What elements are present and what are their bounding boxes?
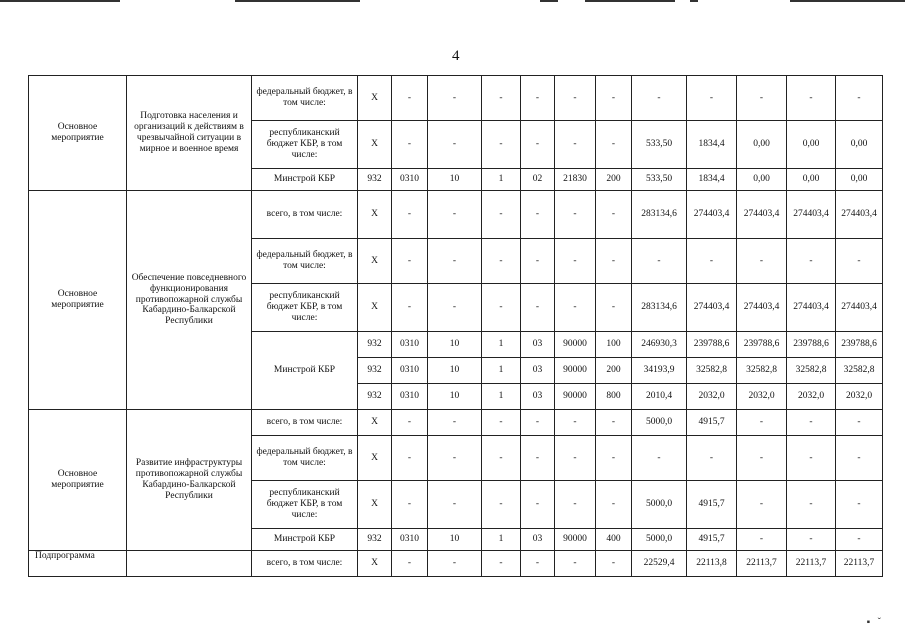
value-cell: - xyxy=(632,436,687,481)
value-cell: 239788,6 xyxy=(787,332,836,358)
direction-cell: - xyxy=(555,239,596,284)
value-cell: - xyxy=(836,76,883,121)
value-cell: 274403,4 xyxy=(836,191,883,239)
direction-cell: - xyxy=(555,191,596,239)
direction-cell: 90000 xyxy=(555,332,596,358)
grbs-cell: 932 xyxy=(358,384,392,410)
source-cell: федеральный бюджет, в том числе: xyxy=(252,436,358,481)
vr-cell: 400 xyxy=(596,529,632,551)
value-cell: 4915,7 xyxy=(687,410,737,436)
rzpr-cell: - xyxy=(392,284,428,332)
value-cell: 5000,0 xyxy=(632,481,687,529)
event-code-cell: 03 xyxy=(521,332,555,358)
event-code-cell: 03 xyxy=(521,358,555,384)
value-cell: - xyxy=(787,239,836,284)
value-cell: - xyxy=(737,410,787,436)
source-cell: республиканский бюджет КБР, в том числе: xyxy=(252,284,358,332)
value-cell: 5000,0 xyxy=(632,410,687,436)
event-name-cell: Обеспечение повседневного функционирования противопожарной службы Кабардино-Балкарской Республики xyxy=(127,191,252,410)
event-name-cell xyxy=(127,551,252,577)
value-cell: 274403,4 xyxy=(787,284,836,332)
program-cell: - xyxy=(428,76,482,121)
direction-cell: - xyxy=(555,436,596,481)
direction-cell: - xyxy=(555,76,596,121)
program-cell: 10 xyxy=(428,384,482,410)
value-cell: 32582,8 xyxy=(687,358,737,384)
rzpr-cell: 0310 xyxy=(392,529,428,551)
status-cell: Подпрограмма xyxy=(29,551,127,577)
value-cell: 22113,7 xyxy=(737,551,787,577)
value-cell: - xyxy=(787,76,836,121)
value-cell: 22113,7 xyxy=(787,551,836,577)
value-cell: 2032,0 xyxy=(687,384,737,410)
event-code-cell: - xyxy=(521,410,555,436)
direction-cell: - xyxy=(555,410,596,436)
value-cell: 2032,0 xyxy=(787,384,836,410)
value-cell: 0,00 xyxy=(787,169,836,191)
subprogram-cell: 1 xyxy=(482,358,521,384)
program-cell: 10 xyxy=(428,529,482,551)
source-cell: Минстрой КБР xyxy=(252,169,358,191)
value-cell: - xyxy=(787,529,836,551)
direction-cell: - xyxy=(555,481,596,529)
value-cell: - xyxy=(836,410,883,436)
source-cell: федеральный бюджет, в том числе: xyxy=(252,239,358,284)
direction-cell: - xyxy=(555,121,596,169)
subprogram-cell: - xyxy=(482,284,521,332)
page-number: 4 xyxy=(452,48,460,64)
grbs-cell: X xyxy=(358,481,392,529)
event-code-cell: - xyxy=(521,436,555,481)
value-cell: 22113,8 xyxy=(687,551,737,577)
vr-cell: - xyxy=(596,76,632,121)
source-cell: всего, в том числе: xyxy=(252,551,358,577)
value-cell: 22113,7 xyxy=(836,551,883,577)
vr-cell: - xyxy=(596,436,632,481)
program-cell: - xyxy=(428,481,482,529)
grbs-cell: 932 xyxy=(358,169,392,191)
event-name-cell: Развитие инфраструктуры противопожарной службы Кабардино-Балкарской Республики xyxy=(127,410,252,551)
rzpr-cell: - xyxy=(392,481,428,529)
vr-cell: - xyxy=(596,481,632,529)
vr-cell: - xyxy=(596,121,632,169)
direction-cell: 90000 xyxy=(555,358,596,384)
program-cell: 10 xyxy=(428,358,482,384)
event-code-cell: 03 xyxy=(521,529,555,551)
rzpr-cell: - xyxy=(392,76,428,121)
value-cell: - xyxy=(737,436,787,481)
value-cell: 274403,4 xyxy=(836,284,883,332)
event-code-cell: - xyxy=(521,284,555,332)
rzpr-cell: - xyxy=(392,410,428,436)
status-cell: Основное мероприятие xyxy=(29,410,127,551)
grbs-cell: 932 xyxy=(358,332,392,358)
program-cell: - xyxy=(428,436,482,481)
direction-cell: - xyxy=(555,284,596,332)
scan-edge-line xyxy=(690,0,698,2)
value-cell: 0,00 xyxy=(836,169,883,191)
scan-artifact: ▪ ˇ xyxy=(866,617,881,628)
value-cell: - xyxy=(632,76,687,121)
program-cell: - xyxy=(428,121,482,169)
program-cell: - xyxy=(428,191,482,239)
value-cell: 4915,7 xyxy=(687,481,737,529)
value-cell: 274403,4 xyxy=(787,191,836,239)
value-cell: 274403,4 xyxy=(687,284,737,332)
source-cell: федеральный бюджет, в том числе: xyxy=(252,76,358,121)
vr-cell: 800 xyxy=(596,384,632,410)
direction-cell: - xyxy=(555,551,596,577)
direction-cell: 21830 xyxy=(555,169,596,191)
value-cell: 274403,4 xyxy=(737,284,787,332)
vr-cell: - xyxy=(596,284,632,332)
subprogram-cell: 1 xyxy=(482,332,521,358)
subprogram-cell: 1 xyxy=(482,529,521,551)
value-cell: - xyxy=(737,239,787,284)
subprogram-cell: - xyxy=(482,239,521,284)
program-cell: 10 xyxy=(428,332,482,358)
direction-cell: 90000 xyxy=(555,384,596,410)
event-code-cell: - xyxy=(521,121,555,169)
value-cell: - xyxy=(737,529,787,551)
status-cell: Основное мероприятие xyxy=(29,191,127,410)
grbs-cell: X xyxy=(358,551,392,577)
program-cell: 10 xyxy=(428,169,482,191)
rzpr-cell: - xyxy=(392,436,428,481)
subprogram-cell: - xyxy=(482,410,521,436)
vr-cell: - xyxy=(596,410,632,436)
value-cell: - xyxy=(836,239,883,284)
source-cell: Минстрой КБР xyxy=(252,332,358,410)
value-cell: 2032,0 xyxy=(737,384,787,410)
scan-edge-line xyxy=(0,0,120,2)
event-code-cell: - xyxy=(521,551,555,577)
event-code-cell: - xyxy=(521,239,555,284)
source-cell: республиканский бюджет КБР, в том числе: xyxy=(252,481,358,529)
rzpr-cell: 0310 xyxy=(392,358,428,384)
value-cell: - xyxy=(787,481,836,529)
subprogram-cell: - xyxy=(482,191,521,239)
subprogram-cell: - xyxy=(482,76,521,121)
value-cell: 239788,6 xyxy=(836,332,883,358)
vr-cell: - xyxy=(596,191,632,239)
rzpr-cell: 0310 xyxy=(392,169,428,191)
grbs-cell: 932 xyxy=(358,358,392,384)
value-cell: 283134,6 xyxy=(632,191,687,239)
value-cell: - xyxy=(687,436,737,481)
value-cell: - xyxy=(836,529,883,551)
rzpr-cell: - xyxy=(392,551,428,577)
budget-table xyxy=(28,75,883,577)
program-cell: - xyxy=(428,284,482,332)
subprogram-cell: - xyxy=(482,481,521,529)
value-cell: 0,00 xyxy=(787,121,836,169)
grbs-cell: X xyxy=(358,284,392,332)
grbs-cell: X xyxy=(358,191,392,239)
grbs-cell: X xyxy=(358,436,392,481)
value-cell: 239788,6 xyxy=(737,332,787,358)
event-name-cell: Подготовка населения и организаций к действиям в чрезвычайной ситуации в мирное и военное время xyxy=(127,76,252,191)
grbs-cell: X xyxy=(358,76,392,121)
table-row xyxy=(29,191,883,239)
rzpr-cell: - xyxy=(392,239,428,284)
grbs-cell: X xyxy=(358,410,392,436)
value-cell: 0,00 xyxy=(737,169,787,191)
value-cell: 1834,4 xyxy=(687,121,737,169)
subprogram-cell: - xyxy=(482,551,521,577)
event-code-cell: 02 xyxy=(521,169,555,191)
grbs-cell: X xyxy=(358,121,392,169)
table-row xyxy=(29,76,883,121)
direction-cell: 90000 xyxy=(555,529,596,551)
value-cell: 2032,0 xyxy=(836,384,883,410)
value-cell: 2010,4 xyxy=(632,384,687,410)
scan-edge-line xyxy=(540,0,558,2)
subprogram-cell: - xyxy=(482,436,521,481)
event-code-cell: - xyxy=(521,191,555,239)
event-code-cell: 03 xyxy=(521,384,555,410)
vr-cell: - xyxy=(596,551,632,577)
vr-cell: - xyxy=(596,239,632,284)
grbs-cell: X xyxy=(358,239,392,284)
value-cell: 0,00 xyxy=(836,121,883,169)
subprogram-cell: 1 xyxy=(482,384,521,410)
source-cell: республиканский бюджет КБР, в том числе: xyxy=(252,121,358,169)
status-cell: Основное мероприятие xyxy=(29,76,127,191)
event-code-cell: - xyxy=(521,481,555,529)
value-cell: - xyxy=(687,239,737,284)
value-cell: 1834,4 xyxy=(687,169,737,191)
value-cell: - xyxy=(737,481,787,529)
value-cell: - xyxy=(687,76,737,121)
table-row xyxy=(29,551,883,577)
scan-edge-line xyxy=(585,0,675,2)
value-cell: - xyxy=(836,436,883,481)
rzpr-cell: - xyxy=(392,121,428,169)
value-cell: 4915,7 xyxy=(687,529,737,551)
value-cell: 5000,0 xyxy=(632,529,687,551)
vr-cell: 200 xyxy=(596,169,632,191)
value-cell: 533,50 xyxy=(632,121,687,169)
subprogram-cell: - xyxy=(482,121,521,169)
value-cell: 239788,6 xyxy=(687,332,737,358)
rzpr-cell: 0310 xyxy=(392,384,428,410)
value-cell: - xyxy=(836,481,883,529)
value-cell: 32582,8 xyxy=(737,358,787,384)
program-cell: - xyxy=(428,551,482,577)
value-cell: 34193,9 xyxy=(632,358,687,384)
value-cell: 0,00 xyxy=(737,121,787,169)
subprogram-cell: 1 xyxy=(482,169,521,191)
scan-edge-line xyxy=(235,0,360,2)
value-cell: 32582,8 xyxy=(787,358,836,384)
value-cell: 283134,6 xyxy=(632,284,687,332)
source-cell: всего, в том числе: xyxy=(252,410,358,436)
value-cell: 274403,4 xyxy=(687,191,737,239)
table-row xyxy=(29,410,883,436)
program-cell: - xyxy=(428,239,482,284)
source-cell: всего, в том числе: xyxy=(252,191,358,239)
event-code-cell: - xyxy=(521,76,555,121)
value-cell: 274403,4 xyxy=(737,191,787,239)
value-cell: - xyxy=(737,76,787,121)
value-cell: 533,50 xyxy=(632,169,687,191)
rzpr-cell: 0310 xyxy=(392,332,428,358)
value-cell: 32582,8 xyxy=(836,358,883,384)
vr-cell: 200 xyxy=(596,358,632,384)
program-cell: - xyxy=(428,410,482,436)
rzpr-cell: - xyxy=(392,191,428,239)
grbs-cell: 932 xyxy=(358,529,392,551)
value-cell: - xyxy=(787,436,836,481)
value-cell: 22529,4 xyxy=(632,551,687,577)
vr-cell: 100 xyxy=(596,332,632,358)
scan-edge-line xyxy=(790,0,905,2)
value-cell: - xyxy=(632,239,687,284)
value-cell: 246930,3 xyxy=(632,332,687,358)
value-cell: - xyxy=(787,410,836,436)
source-cell: Минстрой КБР xyxy=(252,529,358,551)
